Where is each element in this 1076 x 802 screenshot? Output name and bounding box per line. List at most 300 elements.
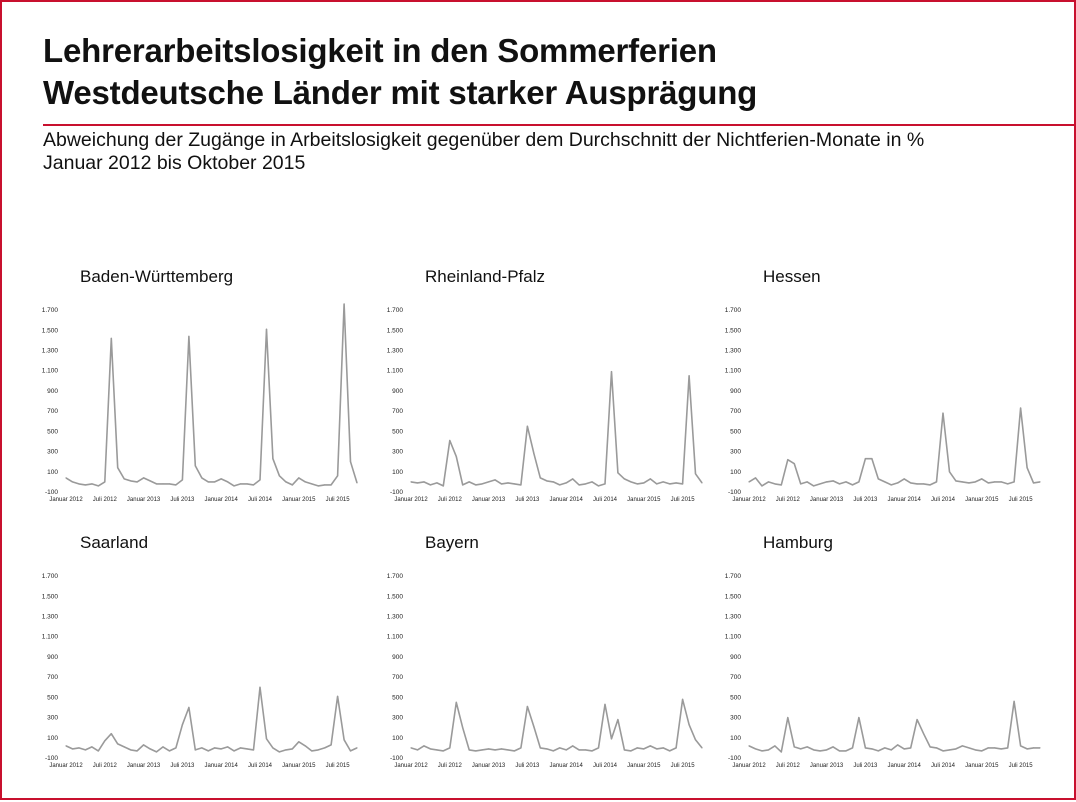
data-point: [162, 746, 163, 747]
y-tick-label: 900: [392, 387, 403, 395]
y-tick-label: 1.700: [41, 307, 58, 315]
data-point: [137, 750, 138, 751]
data-point: [592, 481, 593, 482]
data-point: [417, 749, 418, 750]
y-tick-label: 700: [392, 674, 403, 682]
data-point: [910, 482, 911, 483]
y-tick-label: 300: [730, 448, 741, 456]
data-point: [318, 749, 319, 750]
data-point: [794, 463, 795, 464]
data-point: [65, 477, 66, 478]
chart-hessen: [683, 266, 1033, 536]
data-point: [585, 749, 586, 750]
data-point: [443, 485, 444, 486]
data-point: [923, 733, 924, 734]
data-point: [546, 480, 547, 481]
data-point: [259, 479, 260, 480]
chart-title: Bayern: [425, 533, 479, 552]
data-point: [266, 738, 267, 739]
data-point: [527, 426, 528, 427]
y-tick-label: 1.300: [386, 613, 403, 621]
data-point: [520, 747, 521, 748]
data-point: [253, 749, 254, 750]
data-point: [285, 481, 286, 482]
x-tick-label: Januar 2014: [549, 497, 583, 503]
y-tick-label: 300: [730, 714, 741, 722]
y-tick-label: 1.500: [386, 593, 403, 601]
data-point: [559, 747, 560, 748]
data-point: [1020, 745, 1021, 746]
data-point: [331, 744, 332, 745]
x-tick-label: Juli 2012: [92, 763, 117, 769]
chart-saarland: [0, 532, 350, 802]
data-point: [865, 458, 866, 459]
data-point: [826, 749, 827, 750]
chart-baden-wuerttemberg: [0, 266, 350, 536]
data-point: [884, 747, 885, 748]
y-tick-label: -100: [389, 489, 403, 496]
title-line-2: Westdeutsche Länder mit starker Ausprägung: [43, 74, 758, 111]
y-tick-label: 1.100: [41, 633, 58, 641]
data-point: [839, 483, 840, 484]
x-tick-label: Juli 2012: [437, 763, 462, 769]
data-point: [637, 483, 638, 484]
data-point: [604, 483, 605, 484]
data-point: [331, 484, 332, 485]
y-tick-label: 1.500: [386, 327, 403, 335]
data-point: [111, 733, 112, 734]
data-point: [994, 747, 995, 748]
data-point: [195, 749, 196, 750]
x-tick-label: Juli 2013: [515, 763, 540, 769]
data-point: [298, 477, 299, 478]
data-point: [968, 482, 969, 483]
data-point: [807, 746, 808, 747]
data-point: [794, 746, 795, 747]
data-point: [91, 483, 92, 484]
data-point: [643, 748, 644, 749]
data-point: [456, 456, 457, 457]
series-line: [411, 372, 702, 486]
data-point: [78, 747, 79, 748]
data-point: [585, 483, 586, 484]
data-point: [955, 748, 956, 749]
data-point: [852, 484, 853, 485]
data-point: [949, 471, 950, 472]
data-point: [449, 747, 450, 748]
y-tick-label: 700: [47, 408, 58, 416]
series-line: [66, 304, 357, 486]
x-tick-label: Januar 2015: [282, 497, 316, 503]
data-point: [475, 484, 476, 485]
data-point: [871, 748, 872, 749]
y-tick-label: -100: [44, 489, 58, 496]
data-point: [845, 481, 846, 482]
x-tick-label: Januar 2013: [126, 497, 161, 503]
data-point: [910, 747, 911, 748]
data-point: [833, 746, 834, 747]
data-point: [227, 746, 228, 747]
data-point: [1027, 467, 1028, 468]
data-point: [579, 749, 580, 750]
data-point: [748, 745, 749, 746]
chart-plot: [683, 266, 1053, 516]
x-tick-label: Juli 2013: [515, 497, 540, 503]
data-point: [527, 706, 528, 707]
data-point: [579, 484, 580, 485]
y-tick-label: 100: [47, 468, 58, 476]
data-point: [488, 481, 489, 482]
data-point: [324, 484, 325, 485]
data-point: [488, 748, 489, 749]
data-point: [436, 482, 437, 483]
data-point: [656, 483, 657, 484]
x-tick-label: Juli 2014: [592, 763, 618, 769]
y-tick-label: 500: [730, 428, 741, 436]
data-point: [104, 481, 105, 482]
data-point: [182, 479, 183, 480]
data-point: [337, 475, 338, 476]
x-tick-label: Juli 2013: [170, 763, 195, 769]
data-point: [942, 413, 943, 414]
data-point: [624, 749, 625, 750]
data-point: [501, 483, 502, 484]
y-tick-label: 1.700: [724, 573, 741, 581]
data-point: [305, 745, 306, 746]
y-tick-label: 1.100: [41, 367, 58, 375]
x-tick-label: Juli 2014: [930, 763, 956, 769]
data-point: [182, 724, 183, 725]
data-point: [592, 750, 593, 751]
data-point: [214, 747, 215, 748]
y-tick-label: 700: [730, 674, 741, 682]
data-point: [259, 687, 260, 688]
data-point: [781, 751, 782, 752]
data-point: [495, 749, 496, 750]
chart-plot: [0, 266, 370, 516]
data-point: [878, 478, 879, 479]
data-point: [858, 481, 859, 482]
data-point: [311, 483, 312, 484]
x-tick-label: Januar 2014: [887, 497, 921, 503]
data-point: [318, 485, 319, 486]
y-tick-label: 300: [47, 448, 58, 456]
data-point: [514, 483, 515, 484]
data-point: [247, 748, 248, 749]
x-tick-label: Januar 2013: [809, 763, 844, 769]
data-point: [456, 702, 457, 703]
data-point: [234, 485, 235, 486]
data-point: [800, 483, 801, 484]
x-tick-label: Juli 2015: [670, 763, 695, 769]
x-tick-label: Juli 2013: [170, 497, 195, 503]
x-tick-label: Juli 2015: [1008, 497, 1033, 503]
data-point: [143, 477, 144, 478]
y-tick-label: 1.700: [41, 573, 58, 581]
data-point: [761, 750, 762, 751]
data-point: [188, 336, 189, 337]
y-tick-label: 700: [392, 408, 403, 416]
data-point: [833, 480, 834, 481]
data-point: [156, 483, 157, 484]
data-point: [175, 747, 176, 748]
data-point: [839, 750, 840, 751]
data-point: [1007, 483, 1008, 484]
data-point: [800, 748, 801, 749]
y-tick-label: -100: [389, 755, 403, 762]
data-point: [643, 482, 644, 483]
data-point: [162, 483, 163, 484]
y-tick-label: 100: [392, 468, 403, 476]
data-point: [98, 485, 99, 486]
title-divider: [43, 124, 1074, 126]
data-point: [533, 453, 534, 454]
data-point: [546, 748, 547, 749]
data-point: [553, 481, 554, 482]
data-point: [298, 741, 299, 742]
x-tick-label: Juli 2012: [437, 497, 462, 503]
y-tick-label: 500: [730, 694, 741, 702]
x-tick-label: Juli 2014: [247, 497, 273, 503]
data-point: [247, 483, 248, 484]
data-point: [676, 747, 677, 748]
data-point: [227, 481, 228, 482]
data-point: [169, 750, 170, 751]
data-point: [533, 726, 534, 727]
data-point: [130, 480, 131, 481]
data-point: [774, 745, 775, 746]
chart-title: Saarland: [80, 533, 149, 552]
chart-bayern: [345, 532, 695, 802]
data-point: [630, 481, 631, 482]
chart-title: Hamburg: [763, 533, 833, 552]
y-tick-label: 100: [730, 468, 741, 476]
data-point: [787, 459, 788, 460]
data-point: [617, 472, 618, 473]
y-tick-label: 300: [47, 714, 58, 722]
y-tick-label: 900: [730, 387, 741, 395]
data-point: [975, 481, 976, 482]
data-point: [917, 719, 918, 720]
y-tick-label: -100: [727, 489, 741, 496]
data-point: [930, 484, 931, 485]
data-point: [865, 747, 866, 748]
series-line: [749, 701, 1040, 752]
data-point: [624, 478, 625, 479]
chart-plot: [345, 266, 715, 516]
data-point: [669, 483, 670, 484]
data-point: [436, 749, 437, 750]
data-point: [598, 747, 599, 748]
data-point: [949, 749, 950, 750]
data-point: [117, 467, 118, 468]
data-point: [201, 477, 202, 478]
data-point: [781, 484, 782, 485]
title-line-1: Lehrerarbeitslosigkeit in den Sommerferien: [43, 32, 717, 69]
data-point: [604, 704, 605, 705]
data-point: [1020, 408, 1021, 409]
data-point: [755, 748, 756, 749]
data-point: [214, 481, 215, 482]
y-tick-label: 1.100: [386, 633, 403, 641]
chart-title: Hessen: [763, 267, 821, 286]
data-point: [482, 749, 483, 750]
data-point: [72, 748, 73, 749]
data-point: [650, 745, 651, 746]
data-point: [852, 747, 853, 748]
data-point: [559, 484, 560, 485]
data-point: [240, 483, 241, 484]
chart-hamburg: [683, 532, 1033, 802]
x-tick-label: Juli 2012: [775, 763, 800, 769]
y-tick-label: 100: [47, 734, 58, 742]
x-tick-label: Januar 2012: [49, 497, 83, 503]
data-point: [279, 751, 280, 752]
x-tick-label: Januar 2015: [965, 497, 999, 503]
data-point: [78, 483, 79, 484]
y-tick-label: 500: [392, 428, 403, 436]
data-point: [292, 748, 293, 749]
y-tick-label: 1.100: [724, 633, 741, 641]
data-point: [669, 750, 670, 751]
x-tick-label: Juli 2012: [92, 497, 117, 503]
data-point: [253, 484, 254, 485]
data-point: [1001, 748, 1002, 749]
data-point: [240, 747, 241, 748]
data-point: [553, 750, 554, 751]
data-point: [423, 481, 424, 482]
x-tick-label: Januar 2012: [49, 763, 83, 769]
y-tick-label: 1.300: [386, 347, 403, 355]
data-point: [1033, 482, 1034, 483]
y-tick-label: 700: [730, 408, 741, 416]
data-point: [443, 750, 444, 751]
data-point: [650, 478, 651, 479]
y-tick-label: 1.700: [386, 573, 403, 581]
data-point: [156, 751, 157, 752]
data-point: [137, 481, 138, 482]
data-point: [104, 740, 105, 741]
y-tick-label: 100: [392, 734, 403, 742]
data-point: [871, 458, 872, 459]
data-point: [469, 481, 470, 482]
x-tick-label: Januar 2014: [204, 763, 238, 769]
data-point: [221, 748, 222, 749]
x-tick-label: Juli 2013: [853, 763, 878, 769]
y-tick-label: 1.500: [724, 593, 741, 601]
x-tick-label: Januar 2014: [549, 763, 583, 769]
data-point: [1039, 747, 1040, 748]
y-tick-label: 1.700: [386, 307, 403, 315]
x-tick-label: Juli 2015: [1008, 763, 1033, 769]
data-point: [1033, 747, 1034, 748]
data-point: [462, 727, 463, 728]
chart-plot: [0, 532, 370, 782]
y-tick-label: 1.100: [724, 367, 741, 375]
y-tick-label: 1.700: [724, 307, 741, 315]
data-point: [85, 749, 86, 750]
data-point: [930, 746, 931, 747]
data-point: [904, 478, 905, 479]
data-point: [150, 748, 151, 749]
data-point: [417, 482, 418, 483]
data-point: [430, 484, 431, 485]
data-point: [98, 750, 99, 751]
data-point: [962, 481, 963, 482]
data-point: [85, 484, 86, 485]
data-point: [891, 484, 892, 485]
x-tick-label: Januar 2013: [126, 763, 161, 769]
data-point: [904, 748, 905, 749]
data-point: [475, 750, 476, 751]
data-point: [130, 749, 131, 750]
subtitle-line-1: Abweichung der Zugänge in Arbeitslosigkeit gegenüber dem Durchschnitt der Nichtferien-Monate in %: [43, 129, 925, 151]
data-point: [540, 477, 541, 478]
x-tick-label: Januar 2015: [282, 763, 316, 769]
data-point: [208, 750, 209, 751]
data-point: [495, 479, 496, 480]
subtitle-line-2: Januar 2012 bis Oktober 2015: [43, 152, 306, 174]
x-tick-label: Juli 2014: [247, 763, 273, 769]
data-point: [878, 750, 879, 751]
data-point: [469, 749, 470, 750]
data-point: [981, 478, 982, 479]
data-point: [630, 750, 631, 751]
x-tick-label: Juli 2013: [853, 497, 878, 503]
data-point: [482, 483, 483, 484]
data-point: [994, 481, 995, 482]
y-tick-label: 300: [392, 714, 403, 722]
y-tick-label: 1.300: [41, 347, 58, 355]
data-point: [1039, 481, 1040, 482]
x-tick-label: Januar 2015: [965, 763, 999, 769]
data-point: [266, 329, 267, 330]
data-point: [923, 483, 924, 484]
data-point: [663, 747, 664, 748]
data-point: [936, 481, 937, 482]
data-point: [423, 745, 424, 746]
data-point: [813, 749, 814, 750]
data-point: [1014, 701, 1015, 702]
data-point: [656, 748, 657, 749]
data-point: [507, 482, 508, 483]
data-point: [820, 750, 821, 751]
y-tick-label: -100: [44, 755, 58, 762]
data-point: [955, 480, 956, 481]
data-point: [195, 465, 196, 466]
data-point: [221, 478, 222, 479]
data-point: [981, 750, 982, 751]
data-point: [845, 750, 846, 751]
data-point: [897, 744, 898, 745]
data-point: [520, 484, 521, 485]
page-title: [43, 30, 757, 114]
data-point: [572, 745, 573, 746]
y-tick-label: -100: [727, 755, 741, 762]
y-tick-label: 100: [730, 734, 741, 742]
data-point: [150, 480, 151, 481]
data-point: [917, 483, 918, 484]
data-point: [65, 745, 66, 746]
data-point: [566, 749, 567, 750]
data-point: [611, 738, 612, 739]
y-tick-label: 1.300: [41, 613, 58, 621]
data-point: [1001, 481, 1002, 482]
x-tick-label: Juli 2014: [930, 497, 956, 503]
chart-title: Rheinland-Pfalz: [425, 267, 546, 286]
data-point: [272, 747, 273, 748]
data-point: [324, 747, 325, 748]
